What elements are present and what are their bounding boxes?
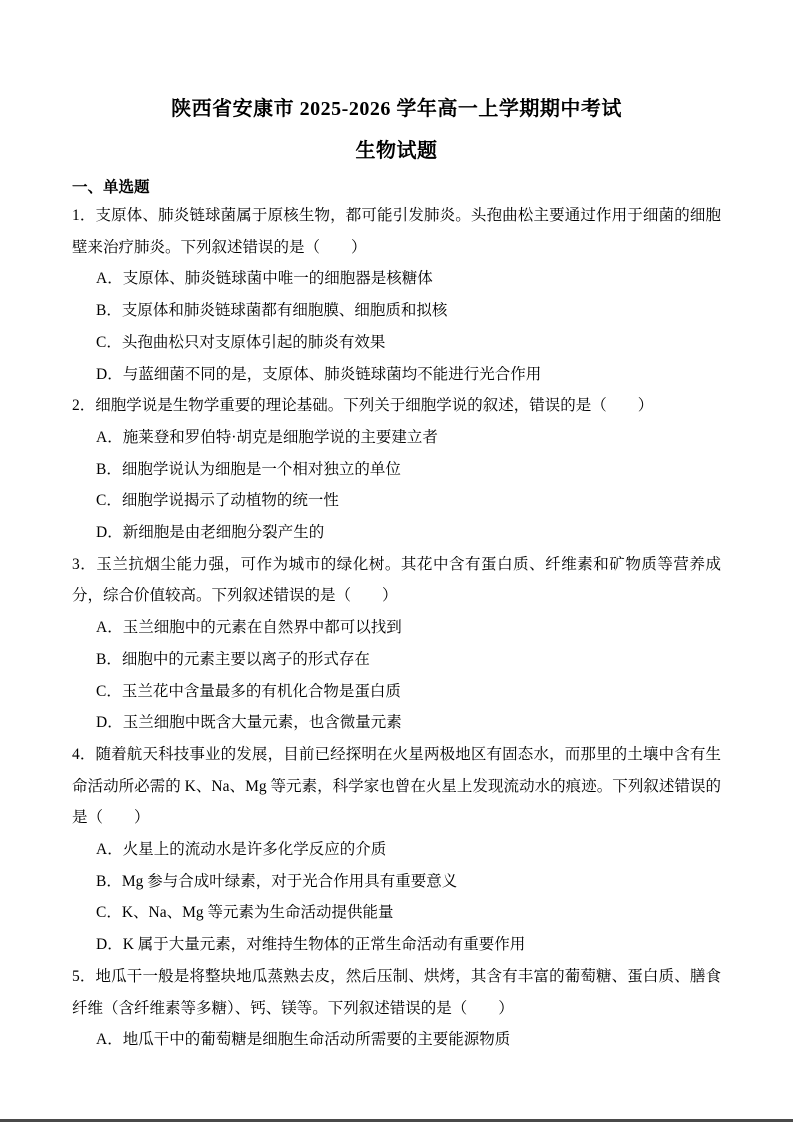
question-2-option-a <box>72 422 721 454</box>
question-1 <box>72 200 721 390</box>
question-1-option-c <box>72 327 721 359</box>
option-label: A． <box>96 270 123 288</box>
option-text: 支原体、肺炎链球菌中唯一的细胞器是核糖体 <box>122 270 433 288</box>
option-text: 支原体和肺炎链球菌都有细胞膜、细胞质和拟核 <box>121 302 448 320</box>
option-text: 细胞学说认为细胞是一个相对独立的单位 <box>121 460 401 478</box>
question-3-option-c <box>72 676 721 708</box>
exam-subtitle: 生物试题 <box>355 140 438 162</box>
question-1-stem-text: 支原体、肺炎链球菌属于原核生物，都可能引发肺炎。头孢曲松主要通过作用于细菌的细胞壁来治疗肺炎。下列叙述错误的是（ ） <box>72 207 721 256</box>
question-1-option-a <box>72 263 721 295</box>
question-2-option-c <box>72 485 721 517</box>
option-text: 与蓝细菌不同的是，支原体、肺炎链球菌均不能进行光合作用 <box>122 365 542 383</box>
question-1-option-b <box>72 295 721 327</box>
option-label: A． <box>96 428 123 446</box>
option-label: C． <box>96 492 122 510</box>
question-4-option-a <box>72 834 721 866</box>
option-label: B． <box>96 302 122 320</box>
option-text: 细胞中的元素主要以离子的形式存在 <box>121 650 370 668</box>
question-2-stem-text: 细胞学说是生物学重要的理论基础。下列关于细胞学说的叙述，错误的是（ ） <box>95 397 654 415</box>
question-3-stem-text: 玉兰抗烟尘能力强，可作为城市的绿化树。其花中含有蛋白质、纤维素和矿物质等营养成分，综合价值较高。下列叙述错误的是（ ） <box>72 555 721 605</box>
question-2-stem <box>72 390 721 422</box>
option-text: 地瓜干中的葡萄糖是细胞生命活动所需要的主要能源物质 <box>122 1031 511 1049</box>
option-text: 施莱登和罗伯特·胡克是细胞学说的主要建立者 <box>122 428 438 446</box>
question-4-option-c <box>72 897 721 929</box>
option-label: B． <box>96 872 122 890</box>
option-label: D． <box>96 714 123 732</box>
question-4-stem-text: 随着航天科技事业的发展，目前已经探明在火星两极地区有固态水，而那里的土壤中含有生命活动所必需的 K、Na、Mg 等元素，科学家也曾在火星上发现流动水的痕迹。下列叙述错误的是（ ） <box>72 745 721 827</box>
option-label: A． <box>96 619 123 637</box>
question-3 <box>72 549 721 739</box>
option-label: D． <box>96 524 123 542</box>
option-label: C． <box>96 904 122 922</box>
option-label: B． <box>96 650 122 668</box>
option-label: A． <box>96 841 123 859</box>
question-4-stem <box>72 739 721 834</box>
option-text: K 属于大量元素，对维持生物体的正常生命活动有重要作用 <box>122 936 526 954</box>
question-3-number: 3． <box>72 555 97 573</box>
option-text: 玉兰花中含量最多的有机化合物是蛋白质 <box>121 682 401 700</box>
question-5-number: 5． <box>72 967 96 985</box>
question-4-number: 4． <box>72 745 96 763</box>
option-text: 玉兰细胞中既含大量元素，也含微量元素 <box>122 714 402 732</box>
question-4-option-b <box>72 866 721 898</box>
question-3-option-a <box>72 612 721 644</box>
question-1-option-d <box>72 359 721 391</box>
option-text: Mg 参与合成叶绿素，对于光合作用具有重要意义 <box>121 872 458 890</box>
question-4 <box>72 739 721 961</box>
option-text: 细胞学说揭示了动植物的统一性 <box>121 492 339 510</box>
option-text: 玉兰细胞中的元素在自然界中都可以找到 <box>122 619 402 637</box>
option-label: A． <box>96 1031 123 1049</box>
section-heading: 一、单选题 <box>72 179 150 196</box>
question-4-option-d <box>72 929 721 961</box>
option-label: C． <box>96 682 122 700</box>
question-2-number: 2． <box>72 397 96 415</box>
question-1-number: 1． <box>72 207 96 224</box>
exam-title: 陕西省安康市 2025-2026 学年高一上学期期中考试 <box>171 98 622 120</box>
question-1-stem <box>72 200 721 263</box>
option-label: D． <box>96 365 123 383</box>
question-3-option-b <box>72 644 721 676</box>
option-text: 新细胞是由老细胞分裂产生的 <box>122 524 325 542</box>
question-2 <box>72 390 721 549</box>
question-5-option-a <box>72 1024 721 1056</box>
option-label: D． <box>96 936 123 954</box>
option-label: C． <box>96 333 122 351</box>
option-text: 火星上的流动水是许多化学反应的介质 <box>122 841 387 859</box>
question-5-stem <box>72 961 721 1024</box>
question-5 <box>72 961 721 1056</box>
option-label: B． <box>96 460 122 478</box>
question-5-stem-text: 地瓜干一般是将整块地瓜蒸熟去皮，然后压制、烘烤，其含有丰富的葡萄糖、蛋白质、膳食纤维（含纤维素等多糖）、钙、镁等。下列叙述错误的是（ ） <box>72 967 721 1017</box>
question-3-stem <box>72 549 721 612</box>
question-2-option-b <box>72 454 721 486</box>
question-2-option-d <box>72 517 721 549</box>
option-text: K、Na、Mg 等元素为生命活动提供能量 <box>121 904 394 922</box>
question-3-option-d <box>72 707 721 739</box>
option-text: 头孢曲松只对支原体引起的肺炎有效果 <box>121 333 386 351</box>
